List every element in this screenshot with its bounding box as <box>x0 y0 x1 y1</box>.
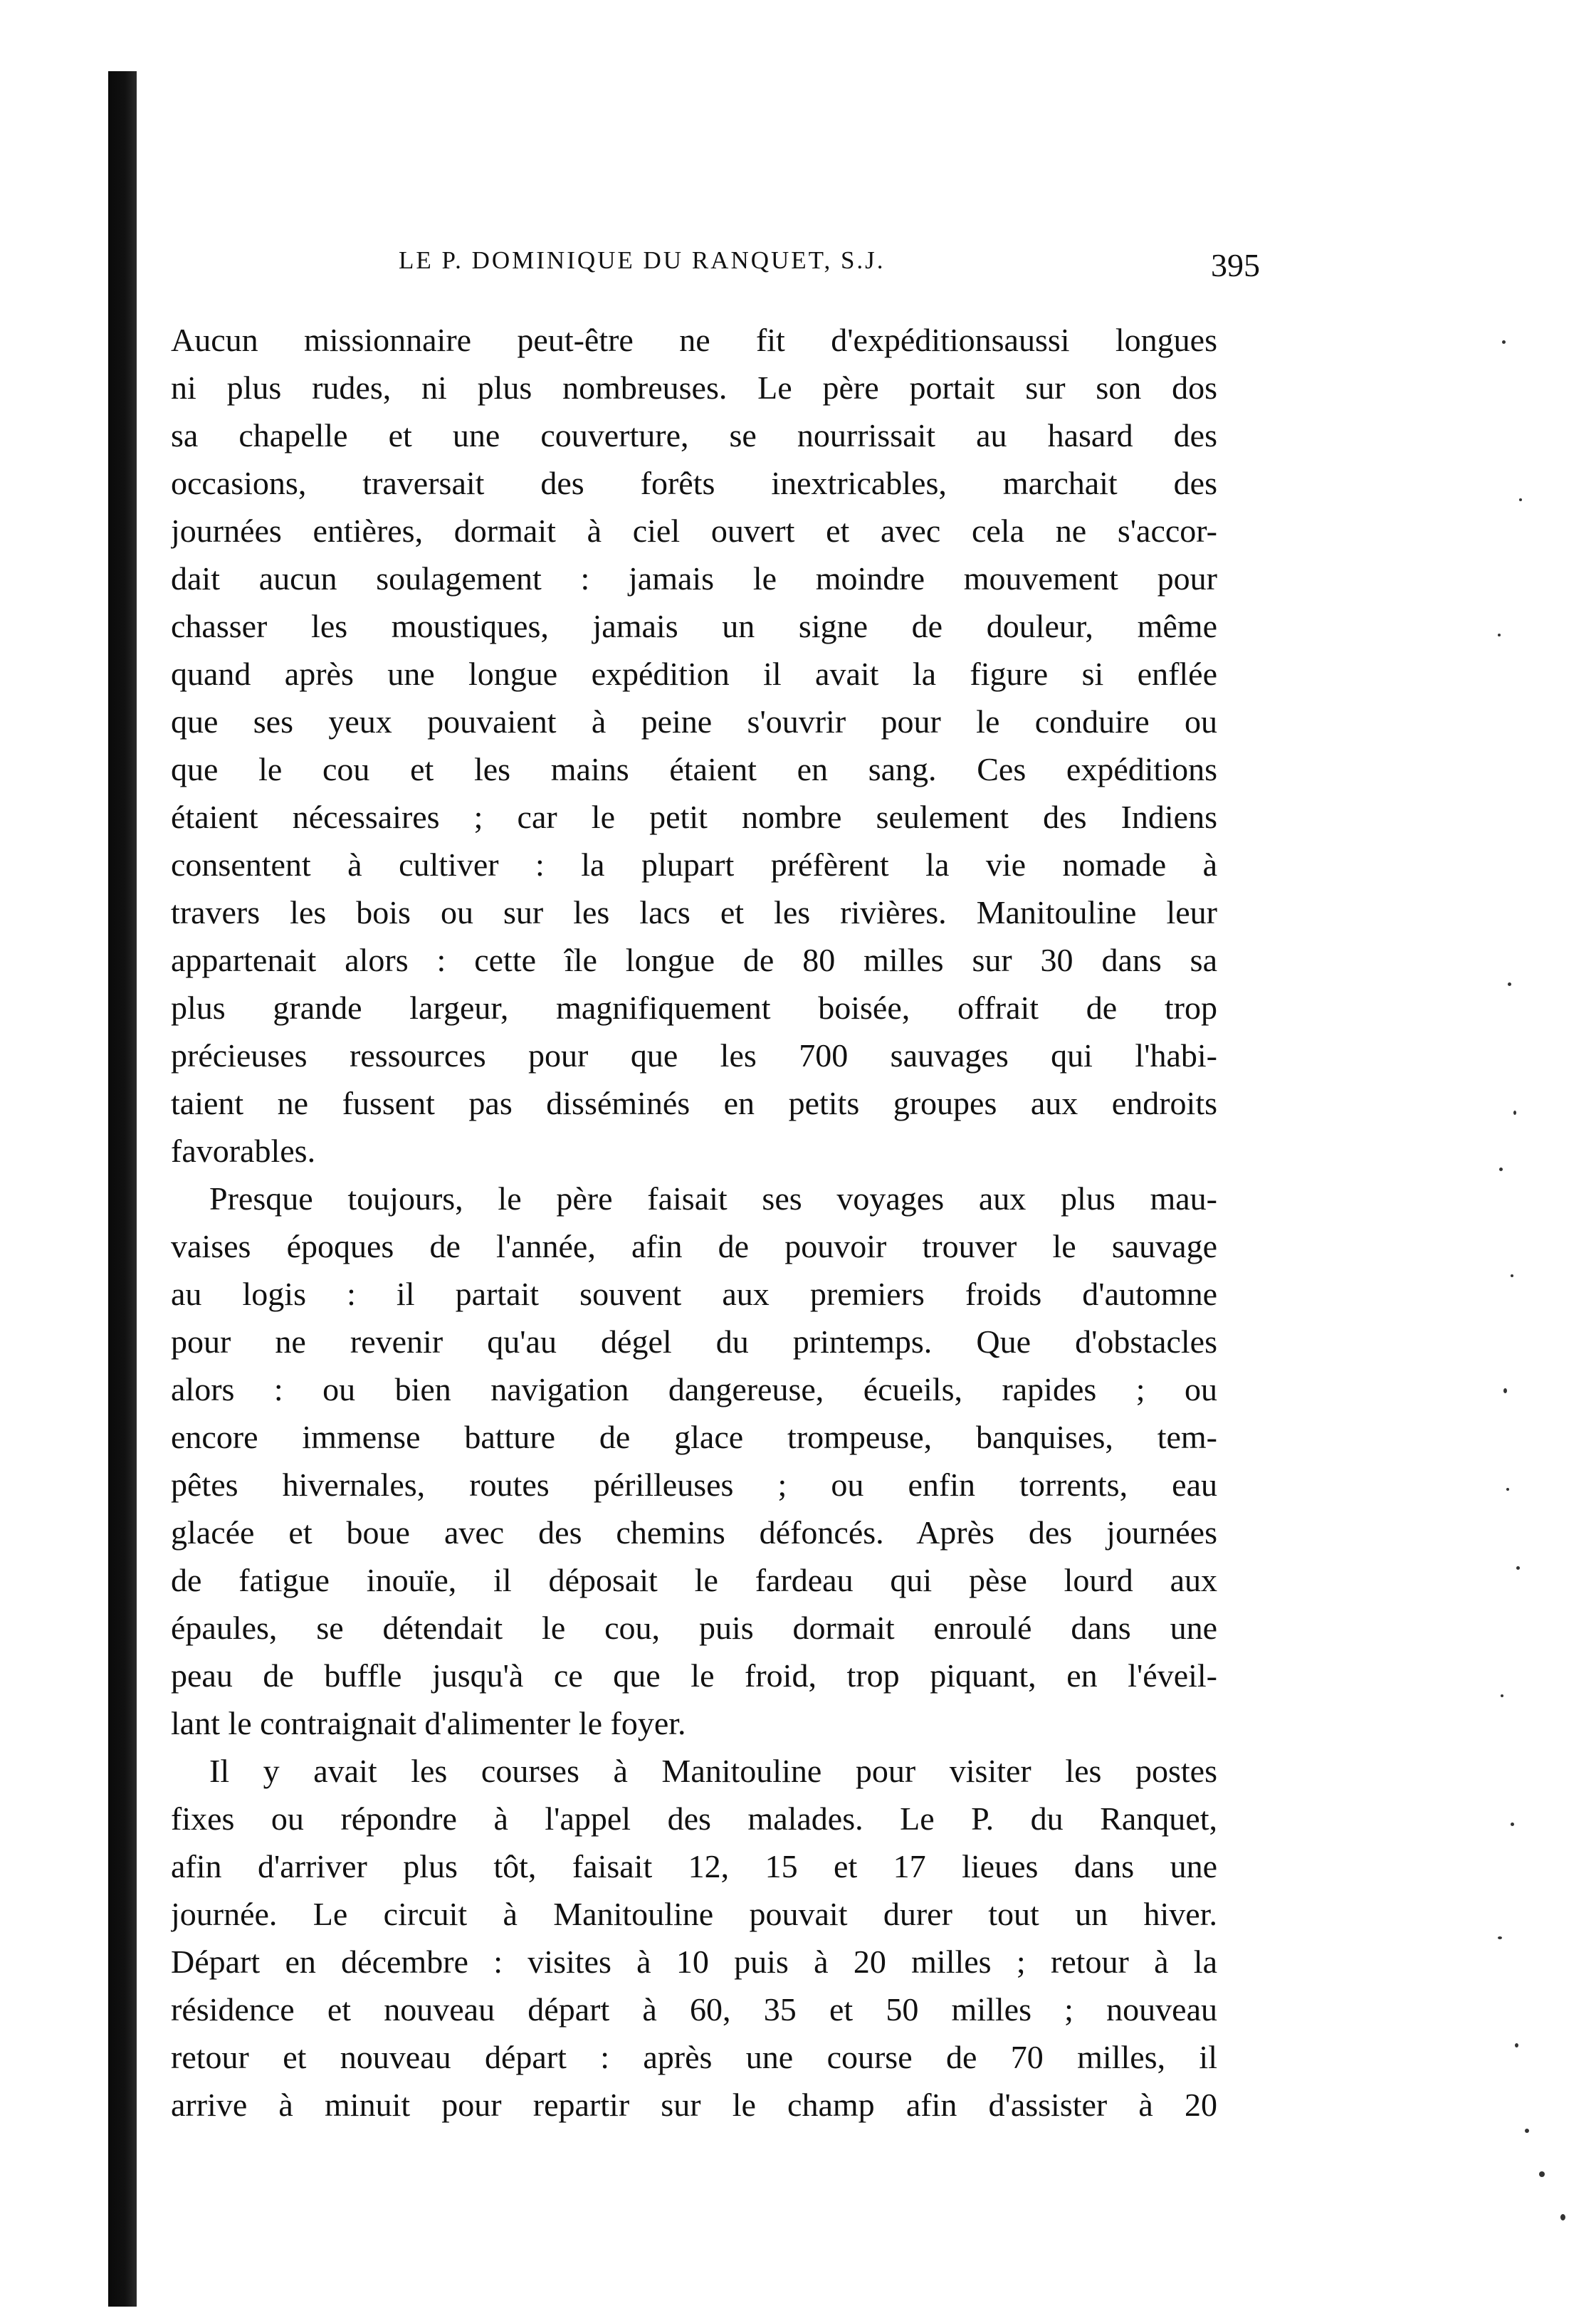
text-line: résidence et nouveau départ à 60, 35 et 50 milles ; nouveau <box>171 1991 1217 2028</box>
scan-noise <box>1482 0 1596 2318</box>
paragraph-2 <box>171 1175 1217 1747</box>
scan-speck <box>1515 2043 1518 2047</box>
scan-speck <box>1508 982 1511 986</box>
scan-speck <box>1499 1168 1503 1171</box>
scan-speck <box>1513 1111 1516 1115</box>
text-line: dait aucun soulagement : jamais le moindre mouvement pour <box>171 560 1217 597</box>
text-line: alors : ou bien navigation dangereuse, écueils, rapides ; ou <box>171 1371 1217 1407</box>
text-line: travers les bois ou sur les lacs et les rivières. Manitouline leur <box>171 894 1217 930</box>
scan-speck <box>1502 340 1506 344</box>
text-line: taient ne fussent pas disséminés en petits groupes aux endroits <box>171 1085 1217 1121</box>
text-line: quand après une longue expédition il avait la figure si enflée <box>171 656 1217 692</box>
text-line: chasser les moustiques, jamais un signe de douleur, même <box>171 608 1217 644</box>
text-line: que le cou et les mains étaient en sang. Ces expéditions <box>171 751 1217 787</box>
page-number: 395 <box>1211 247 1260 283</box>
text-line: de fatigue inouïe, il déposait le fardeau qui pèse lourd aux <box>171 1562 1217 1598</box>
scan-speck <box>1525 2129 1529 2133</box>
text-line: vaises époques de l'année, afin de pouvoir trouver le sauvage <box>171 1228 1217 1264</box>
text-line: retour et nouveau départ : après une course de 70 milles, il <box>171 2039 1217 2075</box>
text-line: plus grande largeur, magnifiquement boisée, offrait de trop <box>171 990 1217 1026</box>
text-line: journées entières, dormait à ciel ouvert et avec cela ne s'accor- <box>171 513 1217 549</box>
text-line: sa chapelle et une couverture, se nourrissait au hasard des <box>171 417 1217 453</box>
scan-binding-edge <box>108 71 137 2307</box>
text-line: étaient nécessaires ; car le petit nombre seulement des Indiens <box>171 799 1217 835</box>
text-line: favorables. <box>171 1133 316 1169</box>
text-line: ni plus rudes, ni plus nombreuses. Le père portait sur son dos <box>171 369 1217 406</box>
running-title: LE P. DOMINIQUE DU RANQUET, S.J. <box>399 246 886 274</box>
text-line: pour ne revenir qu'au dégel du printemps. Que d'obstacles <box>171 1323 1217 1360</box>
text-line: Départ en décembre : visites à 10 puis à 20 milles ; retour à la <box>171 1944 1217 1980</box>
text-line: épaules, se détendait le cou, puis dormait enroulé dans une <box>171 1610 1217 1646</box>
text-line: appartenait alors : cette île longue de 80 milles sur 30 dans sa <box>171 942 1217 978</box>
scan-speck <box>1511 1274 1513 1277</box>
text-line: peau de buffle jusqu'à ce que le froid, trop piquant, en l'éveil- <box>171 1657 1217 1694</box>
scan-speck <box>1560 2214 1565 2220</box>
scan-speck <box>1511 1823 1514 1826</box>
text-line: journée. Le circuit à Manitouline pouvait durer tout un hiver. <box>171 1896 1217 1932</box>
text-line: précieuses ressources pour que les 700 sauvages qui l'habi- <box>171 1037 1217 1074</box>
text-line: Aucun missionnaire peut-être ne fit d'expéditionsaussi longues <box>171 322 1217 358</box>
text-line: occasions, traversait des forêts inextricables, marchait des <box>171 465 1217 501</box>
scan-speck <box>1506 1488 1509 1491</box>
text-line: Il y avait les courses à Manitouline pour visiter les postes <box>209 1753 1217 1789</box>
scan-speck <box>1501 1694 1503 1697</box>
text-line: au logis : il partait souvent aux premiers froids d'automne <box>171 1276 1217 1312</box>
text-line: afin d'arriver plus tôt, faisait 12, 15 et 17 lieues dans une <box>171 1848 1217 1884</box>
text-line: encore immense batture de glace trompeuse, banquises, tem- <box>171 1419 1217 1455</box>
text-line: lant le contraignait d'alimenter le foyer. <box>171 1705 686 1741</box>
text-line: arrive à minuit pour repartir sur le champ afin d'assister à 20 <box>171 2087 1217 2123</box>
text-line: fixes ou répondre à l'appel des malades. Le P. du Ranquet, <box>171 1800 1217 1837</box>
scan-speck <box>1498 1936 1502 1939</box>
body-text <box>171 316 1217 2129</box>
text-line: pêtes hivernales, routes périlleuses ; ou enfin torrents, eau <box>171 1467 1217 1503</box>
text-line: consentent à cultiver : la plupart préfèrent la vie nomade à <box>171 846 1217 883</box>
paragraph-1 <box>171 316 1217 1175</box>
text-line: Presque toujours, le père faisait ses voyages aux plus mau- <box>209 1180 1217 1217</box>
scan-speck <box>1516 1566 1520 1570</box>
running-head <box>399 246 1260 289</box>
scan-speck <box>1519 498 1522 501</box>
scan-speck <box>1498 634 1501 636</box>
text-line: que ses yeux pouvaient à peine s'ouvrir pour le conduire ou <box>171 703 1217 740</box>
scan-speck <box>1503 1388 1507 1393</box>
paragraph-3 <box>171 1747 1217 2129</box>
scan-speck <box>1539 2171 1545 2177</box>
text-line: glacée et boue avec des chemins défoncés. Après des journées <box>171 1514 1217 1551</box>
